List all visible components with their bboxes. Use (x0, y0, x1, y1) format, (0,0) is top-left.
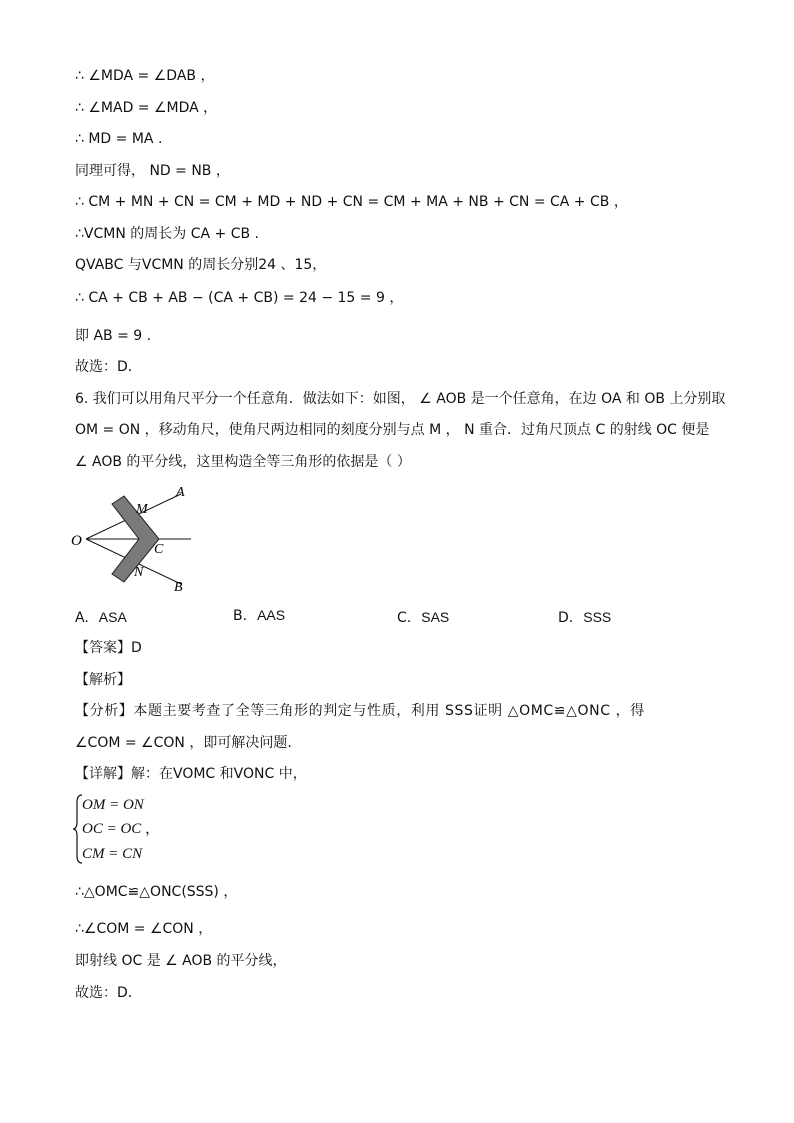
label-a: A (176, 485, 185, 500)
option-a-letter: A. (75, 610, 89, 626)
answer-value: D (131, 640, 142, 656)
conclusion-line-1: ∴△OMC≌△ONC(SSS) ， (75, 884, 238, 900)
option-c[interactable] (397, 607, 449, 628)
analysis-label: 【解析】 (75, 672, 131, 688)
option-b-letter: B. (233, 608, 248, 624)
fenxi-line-1: 【分析】本题主要考查了全等三角形的判定与性质，利用 SSS证明 △OMC≌△ONC ，得 (75, 703, 645, 719)
proof-line-5: ∴ CM + MN + CN = CM + MD + ND + CN = CM + MA + NB + CN = CA + CB ， (75, 194, 628, 210)
detail-line-1: 【详解】解：在VOMC 和VONC 中， (75, 766, 307, 782)
label-m: M (136, 502, 148, 517)
answer-label: 【答案】 (75, 640, 131, 656)
label-n: N (134, 565, 144, 580)
conclusion-line-3: 即射线 OC 是 ∠ AOB 的平分线， (75, 953, 287, 969)
question-text-line-2: OM = ON ，移动角尺，使角尺两边相同的刻度分别与点 M ， N 重合．过角尺顶点 C 的射线 OC 便是 (75, 422, 710, 438)
proof-line-6: ∴VCMN 的周长为 CA + CB . (75, 226, 259, 242)
label-b: B (174, 580, 183, 595)
proof-line-9: 即 AB = 9 . (75, 328, 152, 344)
label-c: C (154, 542, 164, 557)
option-a[interactable] (75, 607, 127, 628)
equation-row-3: CM = CN (82, 846, 143, 862)
angle-ruler-figure (66, 482, 196, 597)
question-text-line-1: 6. 我们可以用角尺平分一个任意角．做法如下：如图， ∠ AOB 是一个任意角，在边 OA 和 OB 上分别取 (75, 391, 726, 407)
option-c-letter: C. (397, 610, 412, 626)
option-d-text: SSS (583, 609, 612, 625)
answer-line (75, 638, 142, 658)
proof-line-10: 故选：D． (75, 359, 142, 375)
conclusion-line-4: 故选：D． (75, 985, 142, 1001)
proof-line-1: ∴ ∠MDA = ∠DAB ， (75, 68, 215, 84)
equation-row-1: OM = ON (82, 797, 144, 813)
conclusion-line-2: ∴∠COM = ∠CON ， (75, 921, 213, 937)
proof-line-4: 同理可得， ND = NB ， (75, 163, 230, 179)
option-b-text: AAS (257, 607, 286, 623)
equation-system (73, 794, 173, 864)
question-text-line-3: ∠ AOB 的平分线，这里构造全等三角形的依据是（ ） (75, 454, 411, 470)
option-b[interactable] (233, 605, 285, 626)
proof-line-7: QVABC 与VCMN 的周长分别24 、15， (75, 257, 327, 273)
option-d[interactable] (558, 607, 611, 628)
equation-row-2: OC = OC (82, 821, 142, 837)
proof-line-3: ∴ MD = MA . (75, 131, 163, 147)
fenxi-line-2: ∠COM = ∠CON ，即可解决问题. (75, 735, 292, 751)
equation-tail: ， (145, 821, 161, 837)
option-a-text: ASA (98, 609, 127, 625)
proof-line-2: ∴ ∠MAD = ∠MDA ， (75, 100, 218, 116)
option-d-letter: D. (558, 610, 574, 626)
option-c-text: SAS (421, 609, 450, 625)
label-o: O (71, 533, 82, 549)
proof-line-8: ∴ CA + CB + AB − (CA + CB) = 24 − 15 = 9 ， (75, 290, 404, 306)
